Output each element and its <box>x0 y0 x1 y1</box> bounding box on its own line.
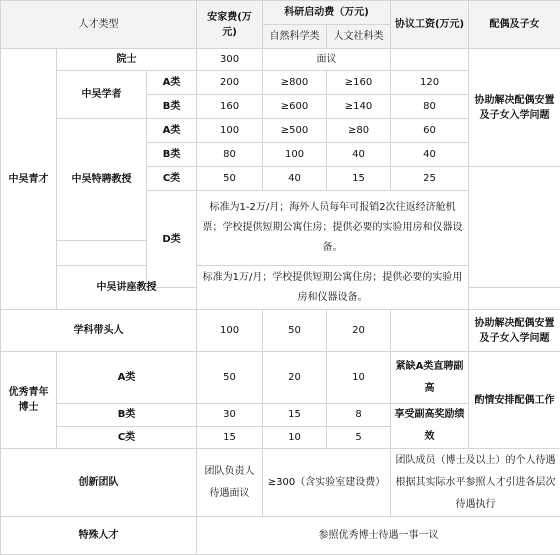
special-talent-label: 特殊人才 <box>1 517 197 555</box>
academician-settlement-fee: 300 <box>197 49 263 71</box>
academician-research-fee: 面议 <box>263 49 391 71</box>
special-talent-text: 参照优秀博士待遇一事一议 <box>197 517 560 555</box>
special-professor-humanities-social: 40 <box>327 143 391 167</box>
scholar-salary: 80 <box>391 95 469 119</box>
young-phd-grade: B类 <box>57 404 197 427</box>
scholar-natural-science: ≥600 <box>263 95 327 119</box>
special-professor-settlement-fee: 50 <box>197 167 263 191</box>
special-professor-natural-science: 100 <box>263 143 327 167</box>
header-negotiated-salary: 协议工资(万元) <box>391 1 469 49</box>
special-professor-d-grade: D类 <box>147 191 197 288</box>
innovation-team-label: 创新团队 <box>1 449 197 517</box>
young-phd-natural-science: 10 <box>263 426 327 449</box>
special-professor-natural-science: ≥500 <box>263 119 327 143</box>
scholar-settlement-fee: 160 <box>197 95 263 119</box>
zhongwu-spouse-children: 协助解决配偶安置及子女入学问题 <box>469 49 560 167</box>
header-spouse-children: 配偶及子女 <box>469 1 560 49</box>
zhongwu-scholar-label: 中吴学者 <box>57 71 147 119</box>
scholar-salary: 120 <box>391 71 469 95</box>
young-phd-salary-bc: 享受副高奖励绩效 <box>391 404 469 449</box>
discipline-leader-settlement-fee: 100 <box>197 310 263 352</box>
young-phd-natural-science: 20 <box>263 352 327 404</box>
header-talent-type: 人才类型 <box>1 1 197 49</box>
academician-label: 院士 <box>57 49 197 71</box>
young-phd-spouse-work: 酌情安排配偶工作 <box>469 352 560 449</box>
lecture-professor-label: 中吴讲座教授 <box>57 266 197 310</box>
header-natural-science: 自然科学类 <box>263 25 327 49</box>
special-professor-humanities-social: 15 <box>327 167 391 191</box>
scholar-settlement-fee: 200 <box>197 71 263 95</box>
innovation-team-research-fee: ≥300（含实验室建设费） <box>263 449 391 517</box>
group-label-zhongwu-talent: 中吴青才 <box>1 49 57 310</box>
young-phd-grade: C类 <box>57 426 197 449</box>
academician-salary <box>391 49 469 71</box>
scholar-grade: A类 <box>147 71 197 95</box>
lecture-professor-description: 标准为1万/月；学校提供短期公寓住房；提供必要的实验用房和仪器设备。 <box>197 266 469 310</box>
discipline-leader-humanities-social: 20 <box>327 310 391 352</box>
innovation-team-member-text: 团队成员（博士及以上）的个人待遇根据其实际水平参照人才引进各层次待遇执行 <box>391 449 560 517</box>
scholar-humanities-social: ≥160 <box>327 71 391 95</box>
scholar-humanities-social: ≥140 <box>327 95 391 119</box>
innovation-team-settlement-fee: 团队负责人待遇面议 <box>197 449 263 517</box>
special-professor-natural-science: 40 <box>263 167 327 191</box>
special-professor-grade: A类 <box>147 119 197 143</box>
discipline-leader-natural-science: 50 <box>263 310 327 352</box>
young-phd-natural-science: 15 <box>263 404 327 427</box>
special-professor-d-description: 标准为1-2万/月；海外人员每年可报销2次往返经济舱机票；学校提供短期公寓住房；提供必要的实验用房和仪器设备。 <box>197 191 469 266</box>
special-professor-settlement-fee: 100 <box>197 119 263 143</box>
special-professor-label: 中吴特聘教授 <box>57 119 147 241</box>
special-professor-grade: C类 <box>147 167 197 191</box>
young-phd-humanities-social: 5 <box>327 426 391 449</box>
lecture-professor-grade-filler <box>469 288 560 310</box>
special-professor-salary: 60 <box>391 119 469 143</box>
special-professor-humanities-social: ≥80 <box>327 119 391 143</box>
special-professor-salary: 25 <box>391 167 469 191</box>
discipline-leader-label: 学科带头人 <box>1 310 197 352</box>
young-phd-humanities-social: 8 <box>327 404 391 427</box>
header-research-fee: 科研启动费（万元) <box>263 1 391 25</box>
scholar-natural-science: ≥800 <box>263 71 327 95</box>
young-phd-salary-a: 紧缺A类直聘副高 <box>391 352 469 404</box>
special-professor-settlement-fee: 80 <box>197 143 263 167</box>
discipline-leader-salary <box>391 310 469 352</box>
discipline-leader-spouse-children: 协助解决配偶安置及子女入学问题 <box>469 310 560 352</box>
young-phd-settlement-fee: 50 <box>197 352 263 404</box>
special-professor-grade: B类 <box>147 143 197 167</box>
young-phd-settlement-fee: 30 <box>197 404 263 427</box>
young-phd-label: 优秀青年博士 <box>1 352 57 449</box>
header-humanities-social: 人文社科类 <box>327 25 391 49</box>
young-phd-settlement-fee: 15 <box>197 426 263 449</box>
header-settlement-fee: 安家费(万元) <box>197 1 263 49</box>
special-professor-salary: 40 <box>391 143 469 167</box>
scholar-grade: B类 <box>147 95 197 119</box>
young-phd-humanities-social: 10 <box>327 352 391 404</box>
young-phd-grade: A类 <box>57 352 197 404</box>
